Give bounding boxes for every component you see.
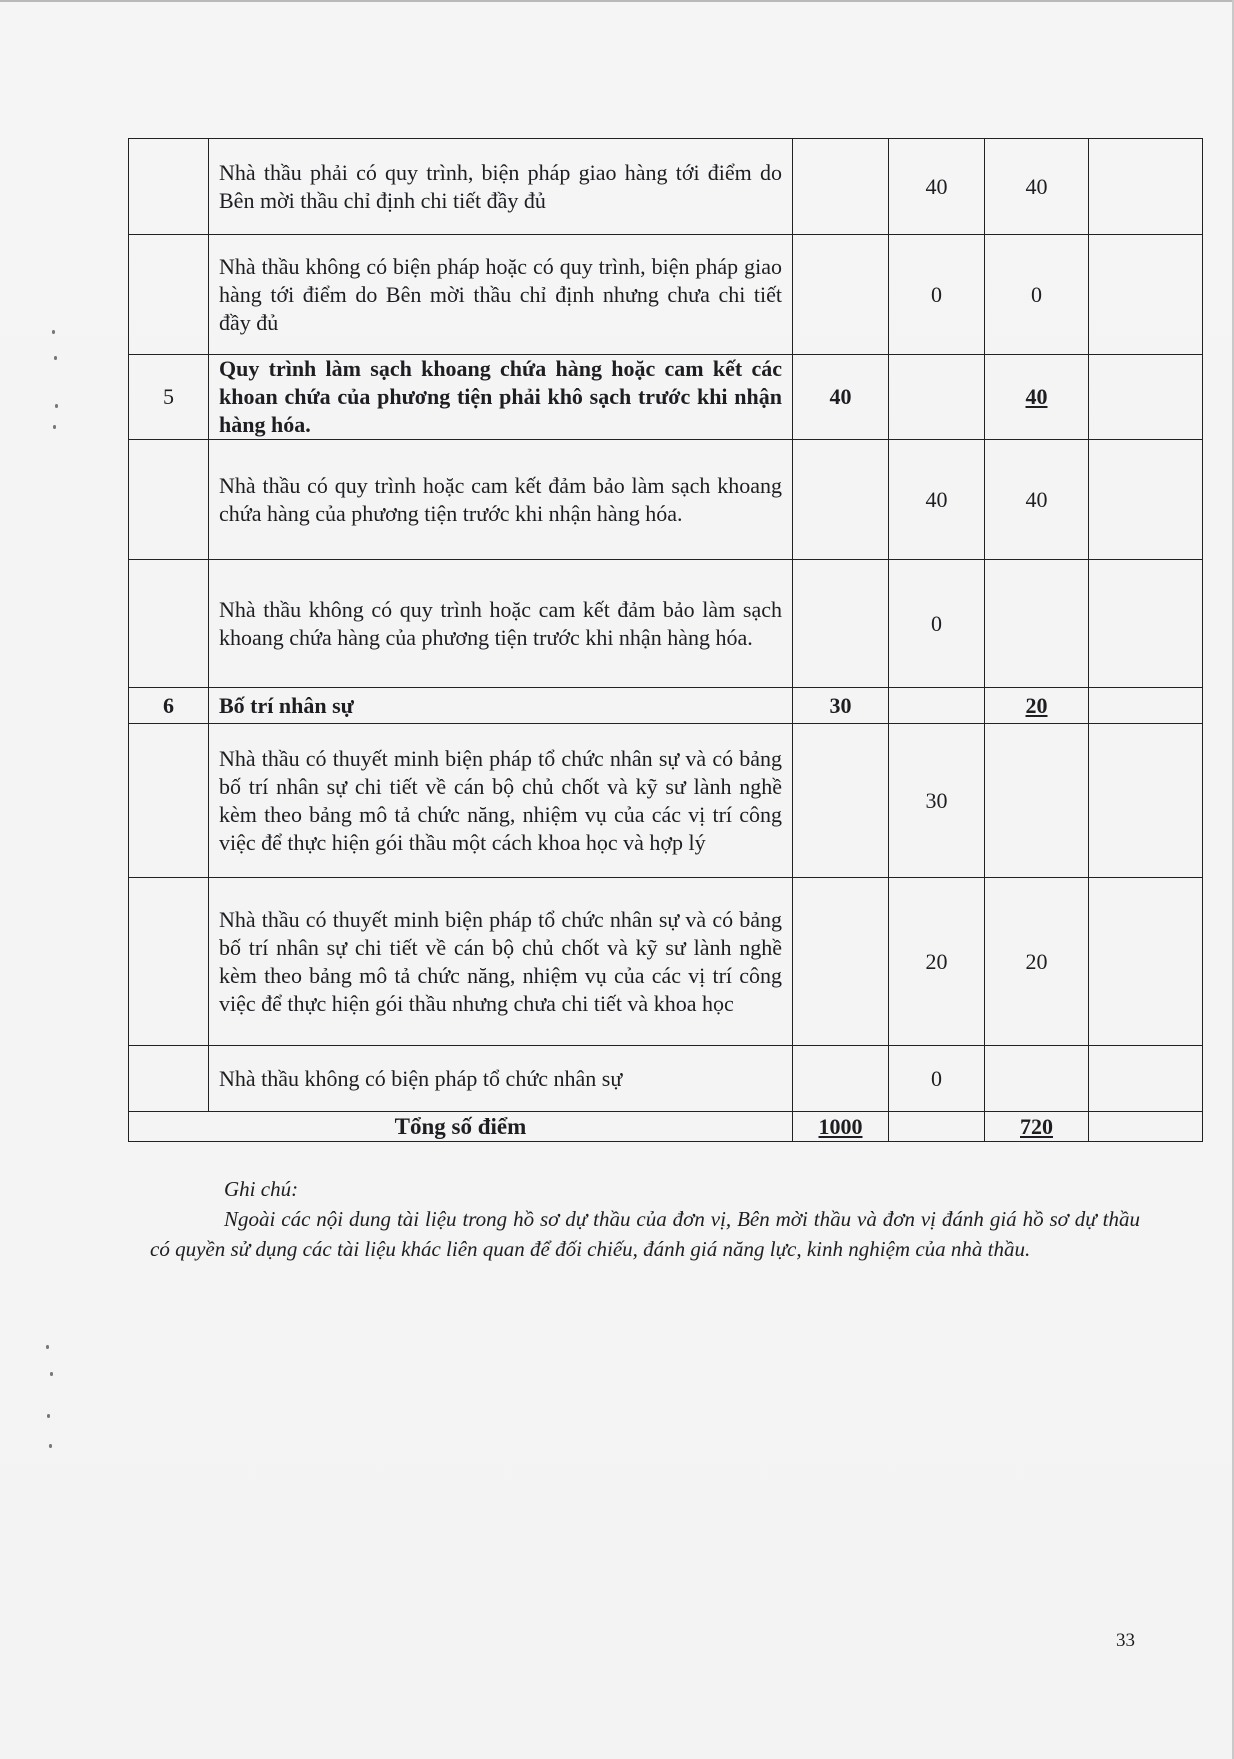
criterion-score: 30 bbox=[889, 724, 985, 878]
blank-cell bbox=[1089, 878, 1203, 1046]
evaluated-score bbox=[985, 560, 1089, 688]
table-row bbox=[129, 139, 1203, 235]
blank-cell bbox=[1089, 688, 1203, 724]
row-number bbox=[129, 440, 209, 560]
row-number bbox=[129, 560, 209, 688]
scan-speck bbox=[50, 1372, 53, 1376]
criterion-heading: Quy trình làm sạch khoang chứa hàng hoặc cam kết các khoan chứa của phương tiện phải khô sạch trước khi nhận hàng hóa. bbox=[209, 355, 793, 440]
criterion-text: Nhà thầu không có quy trình hoặc cam kết đảm bảo làm sạch khoang chứa hàng của phương tiện trước khi nhận hàng hóa. bbox=[209, 560, 793, 688]
max-score bbox=[793, 139, 889, 235]
row-number bbox=[129, 878, 209, 1046]
criterion-score bbox=[889, 355, 985, 440]
blank-cell bbox=[1089, 560, 1203, 688]
page-number: 33 bbox=[1116, 1630, 1135, 1651]
evaluated-score: 20 bbox=[1025, 692, 1048, 718]
max-score: 40 bbox=[793, 355, 889, 440]
criterion-score: 20 bbox=[889, 878, 985, 1046]
total-max-score: 1000 bbox=[818, 1113, 863, 1139]
blank-cell bbox=[1089, 440, 1203, 560]
max-score bbox=[793, 1046, 889, 1112]
criterion-text: Nhà thầu không có biện pháp tổ chức nhân sự bbox=[209, 1046, 793, 1112]
criterion-score bbox=[889, 688, 985, 724]
blank-cell bbox=[1089, 355, 1203, 440]
scan-speck bbox=[55, 404, 58, 408]
max-score bbox=[793, 724, 889, 878]
row-number: 6 bbox=[129, 688, 209, 724]
row-number bbox=[129, 724, 209, 878]
table-row bbox=[129, 688, 1203, 724]
scan-speck bbox=[54, 356, 57, 360]
scan-speck bbox=[53, 425, 56, 429]
evaluated-score: 0 bbox=[985, 235, 1089, 355]
blank-cell bbox=[1089, 139, 1203, 235]
evaluated-score bbox=[985, 724, 1089, 878]
max-score bbox=[793, 878, 889, 1046]
evaluated-score: 40 bbox=[985, 139, 1089, 235]
evaluated-score: 20 bbox=[985, 878, 1089, 1046]
max-score bbox=[793, 560, 889, 688]
scan-speck bbox=[49, 1444, 52, 1448]
total-row bbox=[129, 1112, 1203, 1142]
evaluated-score bbox=[985, 1046, 1089, 1112]
criterion-text: Nhà thầu phải có quy trình, biện pháp giao hàng tới điểm do Bên mời thầu chỉ định chi tiết đầy đủ bbox=[209, 139, 793, 235]
blank-cell bbox=[889, 1112, 985, 1142]
criterion-score: 0 bbox=[889, 235, 985, 355]
blank-cell bbox=[1089, 1046, 1203, 1112]
table-row bbox=[129, 355, 1203, 440]
criterion-text: Nhà thầu có quy trình hoặc cam kết đảm bảo làm sạch khoang chứa hàng của phương tiện trước khi nhận hàng hóa. bbox=[209, 440, 793, 560]
row-number bbox=[129, 139, 209, 235]
total-evaluated-score: 720 bbox=[1020, 1113, 1053, 1139]
criterion-text: Nhà thầu có thuyết minh biện pháp tổ chức nhân sự và có bảng bố trí nhân sự chi tiết về cán bộ chủ chốt và kỹ sư lành nghề kèm theo bảng mô tả chức năng, nhiệm vụ của các vị trí công việc để thực hiện gói thầu nhưng chưa chi tiết và khoa học bbox=[209, 878, 793, 1046]
scan-top-edge bbox=[0, 0, 1234, 2]
scan-speck bbox=[46, 1345, 49, 1349]
criterion-text: Nhà thầu không có biện pháp hoặc có quy trình, biện pháp giao hàng tới điểm do Bên mời thầu chỉ định nhưng chưa chi tiết đầy đủ bbox=[209, 235, 793, 355]
criterion-score: 40 bbox=[889, 440, 985, 560]
max-score bbox=[793, 440, 889, 560]
row-number bbox=[129, 1046, 209, 1112]
table-row bbox=[129, 878, 1203, 1046]
table-row bbox=[129, 724, 1203, 878]
evaluated-score: 40 bbox=[985, 440, 1089, 560]
row-number: 5 bbox=[129, 355, 209, 440]
total-label: Tổng số điểm bbox=[129, 1112, 793, 1142]
table-row bbox=[129, 440, 1203, 560]
note-title: Ghi chú: bbox=[224, 1177, 299, 1201]
blank-cell bbox=[1089, 235, 1203, 355]
criterion-score: 0 bbox=[889, 560, 985, 688]
scan-speck bbox=[52, 330, 55, 334]
scoring-table bbox=[128, 138, 1203, 1142]
note-section bbox=[150, 1174, 1140, 1264]
criterion-score: 40 bbox=[889, 139, 985, 235]
criterion-score: 0 bbox=[889, 1046, 985, 1112]
blank-cell bbox=[1089, 724, 1203, 878]
evaluated-score: 40 bbox=[1025, 384, 1048, 409]
row-number bbox=[129, 235, 209, 355]
criterion-text: Nhà thầu có thuyết minh biện pháp tổ chức nhân sự và có bảng bố trí nhân sự chi tiết về cán bộ chủ chốt và kỹ sư lành nghề kèm theo bảng mô tả chức năng, nhiệm vụ của các vị trí công việc để thực hiện gói thầu một cách khoa học và hợp lý bbox=[209, 724, 793, 878]
blank-cell bbox=[1089, 1112, 1203, 1142]
table-row bbox=[129, 560, 1203, 688]
max-score: 30 bbox=[793, 688, 889, 724]
criterion-heading: Bố trí nhân sự bbox=[209, 688, 793, 724]
scan-speck bbox=[47, 1414, 50, 1418]
note-body: Ngoài các nội dung tài liệu trong hồ sơ dự thầu của đơn vị, Bên mời thầu và đơn vị đánh giá hồ sơ dự thầu có quyền sử dụng các tài liệu khác liên quan để đối chiếu, đánh giá năng lực, kinh nghiệm của nhà thầu. bbox=[150, 1207, 1140, 1261]
max-score bbox=[793, 235, 889, 355]
table-row bbox=[129, 1046, 1203, 1112]
table-row bbox=[129, 235, 1203, 355]
